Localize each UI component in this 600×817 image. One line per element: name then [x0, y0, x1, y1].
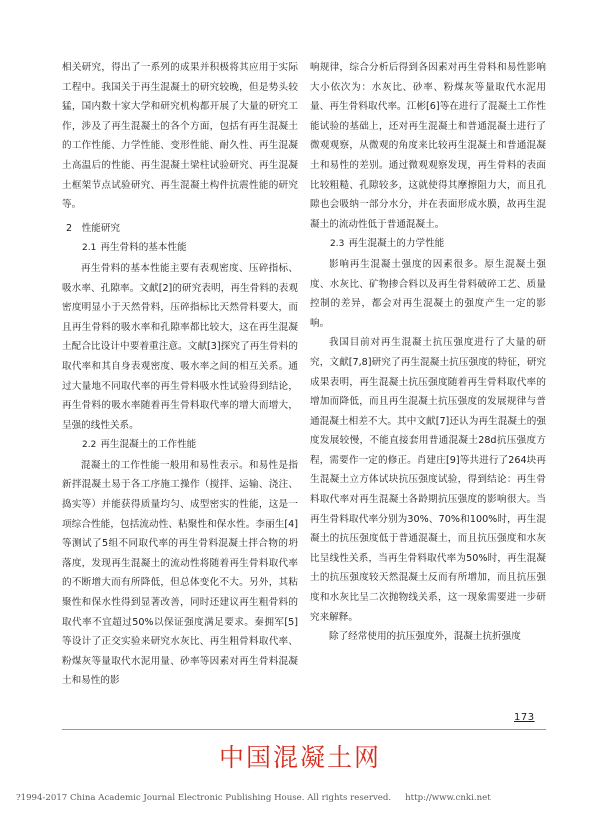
subsection-heading	[62, 435, 298, 456]
page-number: 173	[514, 712, 535, 723]
body-paragraph: 影响再生混凝土强度的因素很多。原生混凝土强度、水灰比、矿物掺合料以及再生骨料破碎工艺、质量控制的差异，都会对再生混凝土的强度产生一定的影响。	[310, 258, 546, 329]
copyright-text: ?1994-2017 China Academic Journal Electronic Publishing House. All rights reserved.	[16, 793, 392, 803]
watermark-logo: 中国混凝土网	[218, 743, 381, 772]
footer-link[interactable]: http://www.cnki.net	[405, 793, 491, 803]
left-column	[62, 58, 298, 691]
subsection-title: 再生混凝土的工作性能	[100, 439, 197, 451]
subsection-title: 再生混凝土的力学性能	[348, 238, 445, 250]
copyright-line	[16, 793, 596, 803]
section-heading: 2 性能研究	[66, 222, 121, 234]
footer-divider	[62, 729, 546, 730]
right-column	[310, 58, 546, 647]
body-paragraph: 混凝土的工作性能一般用和易性表示。和易性是指新拌混凝土易于各工序施工操作（搅拌、运输、浇注、捣实等）并能获得质量均匀、成型密实的性能，这是一项综合性能，包括流动性、粘聚性和保水性。李丽生[4]等测试了5组不同取代率的再生骨料混凝土拌合物的坍落度，发现再生混凝土的流动性将随着再生骨料取代率的不断增大而有所降低，但总体变化不大。另外，其粘聚性和保水性得到显著改善，同时还建议再生粗骨料的取代率不宜超过50%以保证强度满足要求。秦拥军[5]等设计了正交实验来研究水灰比、再生粗骨料取代率、粉煤灰等量取代水泥用量、砂率等因素对再生骨料混凝土和易性的影	[62, 459, 298, 687]
subsection-heading	[310, 234, 546, 255]
subsection-number: 2.3	[330, 239, 345, 250]
subsection-title: 再生骨料的基本性能	[100, 242, 187, 254]
subsection-number: 2.2	[82, 440, 97, 451]
body-paragraph: 再生骨料的基本性能主要有表观密度、压碎指标、吸水率、孔隙率。文献[2]的研究表明，再生骨料的表观密度明显小于天然骨料，压碎指标比天然骨料要大，而且再生骨料的吸水率和孔隙率都比较大，这在再生混凝土配合比设计中要着重注意。文献[3]探究了再生骨料的取代率和其自身表观密度、吸水率之间的相互关系。通过大量地不同取代率的再生骨料吸水性试验得到结论，再生骨料的吸水率随着再生骨料取代率的增大而增大，呈强的线性关系。	[62, 262, 298, 431]
body-paragraph: 我国目前对再生混凝土抗压强度进行了大量的研究，文献[7,8]研究了再生混凝土抗压强度的特征，研究成果表明，再生混凝土抗压强度随着再生骨料取代率的增加而降低，而且再生混凝土抗压强度的发展规律与普通混凝土相差不大。其中文献[7]还认为再生混凝土的强度发展较慢，不能直接套用普通混凝土28d抗压强度方程，需要作一定的修正。肖建庄[9]等共进行了264块再生混凝土立方体试块抗压强度试验，得到结论：再生骨料取代率对再生混凝土各龄期抗压强度的影响很大。当再生骨料取代率分别为30%、70%和100%时，再生混凝土的抗压强度低于普通混凝土，而且抗压强度和水灰比呈线性关系，当再生骨料取代率为50%时，再生混凝土的抗压强度较天然混凝土反而有所增加，而且抗压强度和水灰比呈二次抛物线关系，这一现象需要进一步研究来解释。	[310, 337, 546, 623]
body-paragraph: 响规律，综合分析后得到各因素对再生骨料和易性影响大小依次为：水灰比、砂率、粉煤灰等量取代水泥用量、再生骨料取代率。江彬[6]等在进行了混凝土工作性能试验的基础上，还对再生混凝土和普通混凝土进行了微观观察，从微观的角度来比较再生混凝土和普通混凝土和易性的差别。通过微观观察发现，再生骨料的表面比较粗糙、孔隙较多，这就使得其摩擦阻力大，而且孔隙也会吸纳一部分水分，并在表面形成水膜，故再生混凝土的流动性低于普通混凝土。	[310, 62, 546, 230]
subsection-number: 2.1	[82, 243, 97, 254]
subsection-heading	[62, 238, 298, 259]
body-paragraph: 相关研究，得出了一系列的成果并积极将其应用于实际工程中。我国关于再生混凝土的研究较晚，但是势头较猛，国内数十家大学和研究机构都开展了大量的研究工作，涉及了再生混凝土的各个方面，包括有再生混凝土的工作性能、力学性能、变形性能、耐久性、再生混凝土高温后的性能、再生混凝土梁柱试验研究、再生混凝土框架节点试验研究、再生混凝土构件抗震性能的研究等。	[62, 62, 298, 211]
body-paragraph: 除了经常使用的抗压强度外，混凝土抗折强度	[329, 631, 521, 643]
